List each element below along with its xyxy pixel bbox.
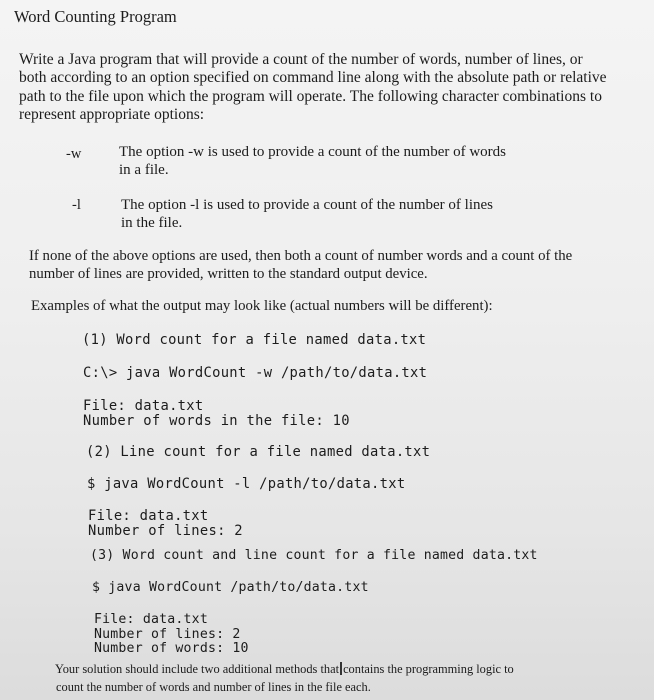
option-desc-line: The option -w is used to provide a count of the number of words bbox=[119, 144, 507, 160]
example-output-line: Number of lines: 2 bbox=[88, 523, 243, 539]
example-caption: (3) Word count and line count for a file named data.txt bbox=[90, 548, 538, 563]
footer-line bbox=[55, 662, 514, 677]
example-output-line: Number of lines: 2 bbox=[94, 627, 241, 642]
none-paragraph-line: If none of the above options are used, then both a count of number words and a count of the bbox=[29, 248, 573, 264]
text-cursor-mark bbox=[340, 662, 342, 675]
intro-line: both according to an option specified on command line along with the absolute path or relative bbox=[19, 69, 607, 86]
intro-line: path to the file upon which the program will operate. The following character combinations to bbox=[19, 88, 602, 105]
option-desc-line: in a file. bbox=[119, 162, 169, 178]
example-output-line: File: data.txt bbox=[94, 612, 208, 627]
option-desc-line: The option -l is used to provide a count of the number of lines bbox=[121, 197, 494, 213]
example-output-line: Number of words in the file: 10 bbox=[83, 413, 350, 429]
example-command: $ java WordCount -l /path/to/data.txt bbox=[87, 476, 406, 492]
footer-text-before: Your solution should include two additional methods that bbox=[55, 662, 340, 676]
example-command: $ java WordCount /path/to/data.txt bbox=[92, 580, 369, 595]
example-output-line: File: data.txt bbox=[83, 398, 204, 414]
example-output-line: Number of words: 10 bbox=[94, 641, 249, 656]
option-flag-w: -w bbox=[66, 146, 82, 162]
footer-text-after: contains the programming logic to bbox=[343, 662, 514, 676]
none-paragraph-line: number of lines are provided, written to the standard output device. bbox=[29, 266, 428, 282]
option-flag-l: -l bbox=[72, 197, 81, 213]
example-caption: (1) Word count for a file named data.txt bbox=[82, 332, 427, 348]
document-title: Word Counting Program bbox=[14, 7, 177, 26]
intro-line: represent appropriate options: bbox=[19, 106, 205, 123]
example-command: C:\> java WordCount -w /path/to/data.txt bbox=[83, 365, 428, 381]
footer-line: count the number of words and number of lines in the file each. bbox=[56, 680, 371, 694]
intro-line: Write a Java program that will provide a count of the number of words, number of lines, or bbox=[19, 51, 583, 68]
example-caption: (2) Line count for a file named data.txt bbox=[86, 444, 431, 460]
examples-heading: Examples of what the output may look like (actual numbers will be different): bbox=[31, 298, 493, 314]
option-desc-line: in the file. bbox=[121, 215, 183, 231]
example-output-line: File: data.txt bbox=[88, 508, 209, 524]
